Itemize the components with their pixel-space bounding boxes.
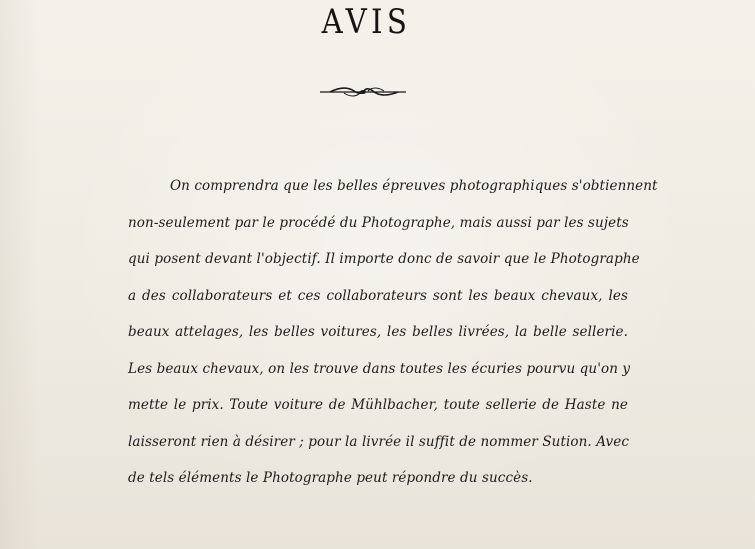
text-line: laisseront rien à désirer ; pour la livrée il suffit de nommer Sution. Avec [128, 433, 629, 450]
text-line: a des collaborateurs et ces collaborateurs sont les beaux chevaux, les [128, 287, 628, 304]
text-line: qui posent devant l'objectif. Il importe donc de savoir que le Photographe [128, 251, 640, 267]
flourish-ornament-icon [318, 85, 408, 99]
text-line: Les beaux chevaux, on les trouve dans toutes les écuries pourvu qu'on y [128, 360, 631, 377]
notice-paragraph [128, 171, 658, 500]
text-line: non-seulement par le procédé du Photographe, mais aussi par les sujets [128, 214, 629, 231]
text-line: mette le prix. Toute voiture de Mühlbacher, toute sellerie de Haste ne [128, 397, 628, 413]
text-line: beaux attelages, les belles voitures, les belles livrées, la belle sellerie. [128, 324, 628, 340]
page-title: AVIS [321, 2, 412, 42]
text-line: de tels éléments le Photographe peut répondre du succès. [128, 470, 533, 486]
text-line: On comprendra que les belles épreuves photographiques s'obtiennent [170, 178, 658, 194]
page-shadow [0, 0, 40, 549]
